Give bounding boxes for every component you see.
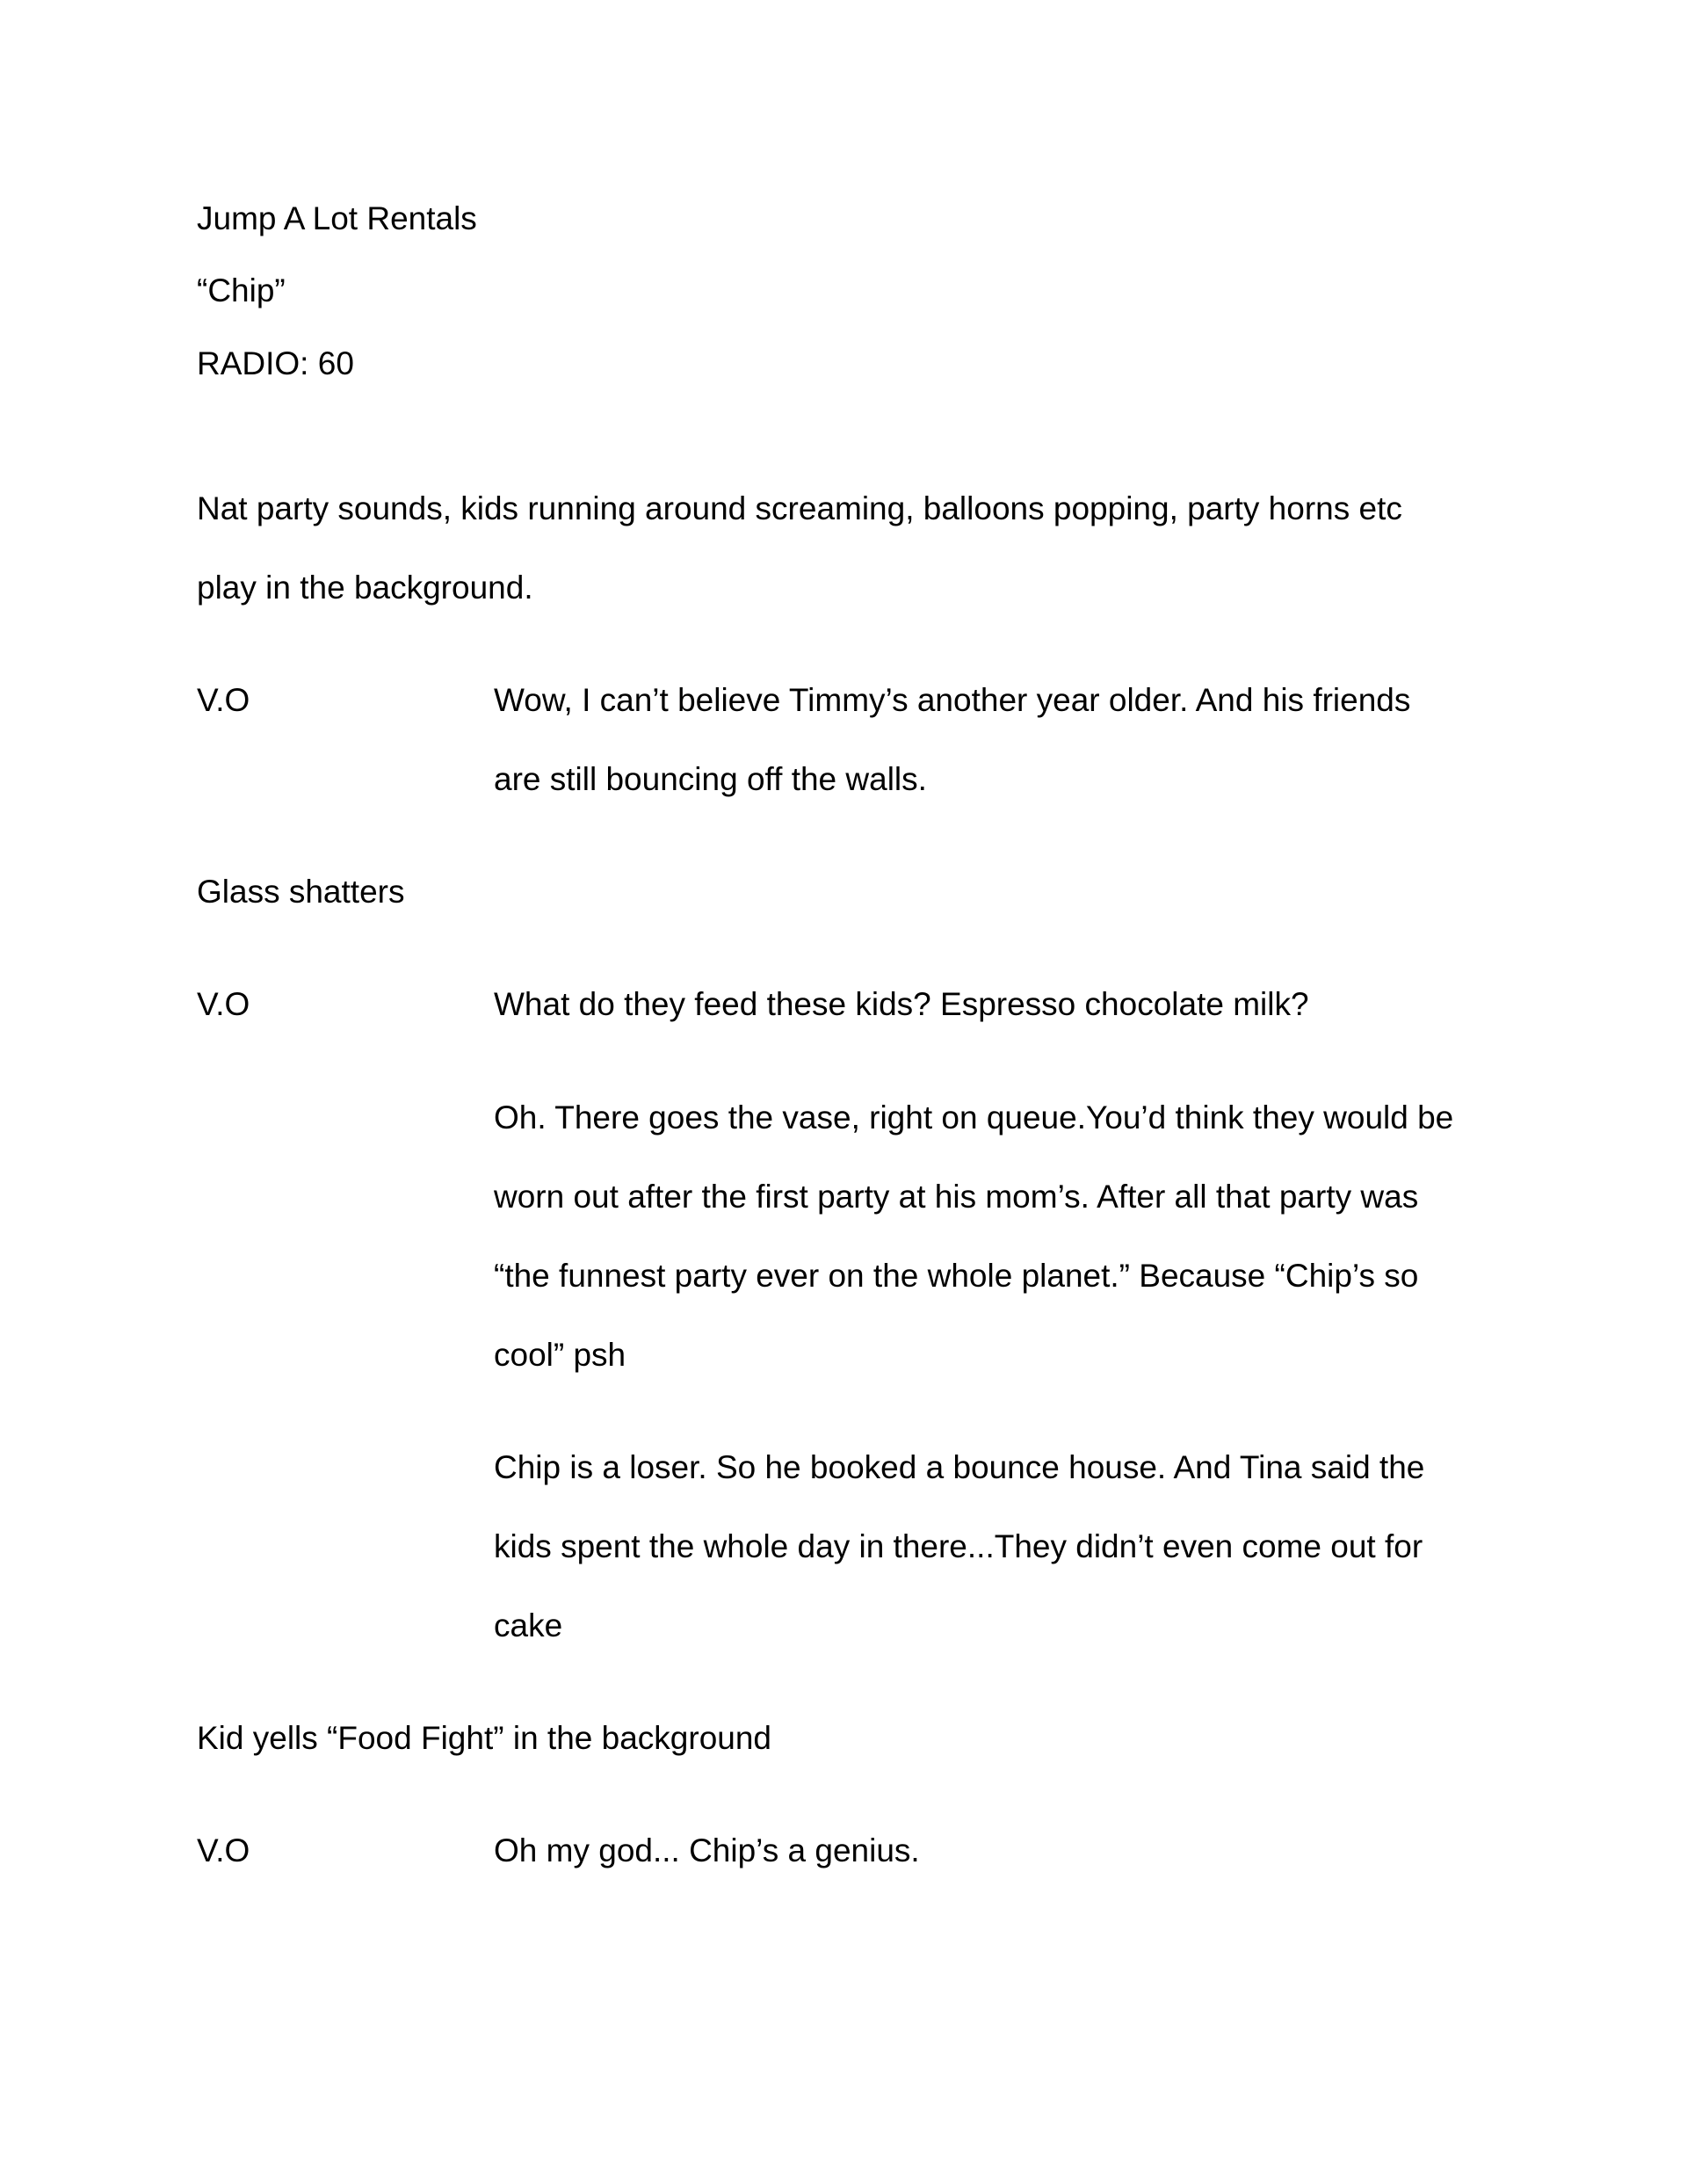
dialogue-line: Oh my god... Chip’s a genius.	[494, 1832, 920, 1868]
dialogue-line: Wow, I can’t believe Timmy’s another year older. And his friends	[494, 682, 1411, 718]
sfx-direction-line: Kid yells “Food Fight” in the background	[197, 1720, 772, 1756]
speaker-label: V.O	[197, 986, 250, 1022]
sfx-direction-line: Glass shatters	[197, 874, 405, 910]
sfx-direction-line: play in the background.	[197, 570, 533, 606]
dialogue-line: cake	[494, 1607, 563, 1643]
speaker-label: V.O	[197, 1832, 250, 1868]
sfx-direction-line: Nat party sounds, kids running around screaming, balloons popping, party horns etc	[197, 490, 1402, 526]
client-name: Jump A Lot Rentals	[197, 200, 477, 236]
dialogue-line: are still bouncing off the walls.	[494, 761, 927, 797]
speaker-label: V.O	[197, 682, 250, 718]
spot-title: “Chip”	[197, 272, 286, 308]
dialogue-line: Oh. There goes the vase, right on queue.You’d think they would be	[494, 1099, 1454, 1136]
dialogue-line: What do they feed these kids? Espresso chocolate milk?	[494, 986, 1309, 1022]
dialogue-line: “the funnest party ever on the whole planet.” Because “Chip’s so	[494, 1258, 1419, 1294]
dialogue-line: kids spent the whole day in there...They didn’t even come out for	[494, 1528, 1423, 1564]
dialogue-line: cool” psh	[494, 1337, 626, 1373]
dialogue-line: Chip is a loser. So he booked a bounce house. And Tina said the	[494, 1449, 1425, 1485]
spot-length: RADIO: 60	[197, 345, 354, 381]
dialogue-line: worn out after the first party at his mom’s. After all that party was	[494, 1179, 1419, 1215]
